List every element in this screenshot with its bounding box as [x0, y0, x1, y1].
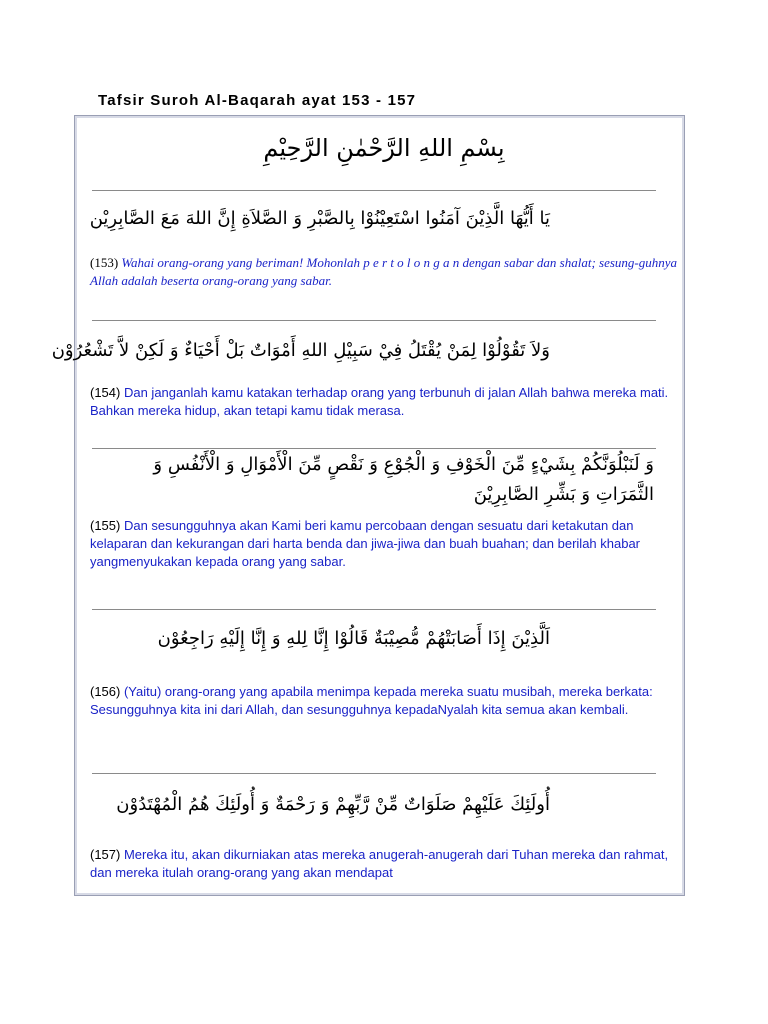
verse-156-translation: [90, 683, 680, 719]
verse-number: (153): [90, 255, 119, 270]
verse-number: (154): [90, 385, 121, 400]
verse-154-arabic: وَلاَ تَقُوْلُوْا لِمَنْ يُقْتَلُ فِيْ سَبِيْلِ اللهِ أَمْوَاتٌ بَلْ أَحْيَاءٌ وَ لَكِنْ لاَّ تَشْعُرُوْن: [51, 340, 550, 361]
verse-153-arabic: يَا أَيُّهَا الَّذِيْنَ آمَنُوا اسْتَعِيْنُوْا بِالصَّبْرِ وَ الصَّلاَةِ إِنَّ اللهَ مَعَ الصَّابِرِيْن: [89, 208, 550, 229]
verse-155-arabic: وَ لَنَبْلُوَنَّكُمْ بِشَيْءٍ مِّنَ الْخَوْفِ وَ الْجُوْعِ وَ نَقْصٍ مِّنَ الْأَمْوَالِ وَ الْأَنْفُسِ وَ الثَّمَرَاتِ وَ بَشِّرِ الصَّابِرِيْنَ: [153, 454, 654, 505]
divider: [92, 609, 656, 610]
basmala-heading: بِسْمِ اللهِ الرَّحْمٰنِ الرَّحِيْمِ: [263, 134, 505, 162]
translation-text: Wahai orang-orang yang beriman! Mohonlah p e r t o l o n g a n dengan sabar dan shalat; sesung-guhnya Allah adalah beserta orang-orang yang sabar.: [90, 255, 678, 288]
verse-153-translation: [90, 254, 680, 290]
verse-number: (157): [90, 847, 121, 862]
divider: [92, 190, 656, 191]
divider: [92, 320, 656, 321]
page-title: Tafsir Suroh Al-Baqarah ayat 153 - 157: [98, 92, 417, 109]
translation-text: Dan janganlah kamu katakan terhadap orang yang terbunuh di jalan Allah bahwa mereka mati. Bahkan mereka hidup, akan tetapi kamu tidak merasa.: [90, 385, 669, 418]
verse-number: (156): [90, 684, 121, 699]
verse-157-arabic: أُولَئِكَ عَلَيْهِمْ صَلَوَاتٌ مِّنْ رَّبِّهِمْ وَ رَحْمَةٌ وَ أُولَئِكَ هُمُ الْمُهْتَدُوْن: [116, 794, 550, 815]
translation-text: (Yaitu) orang-orang yang apabila menimpa kepada mereka suatu musibah, mereka berkata: Sesungguhnya kita ini dari Allah, dan sesungguhnya kepadaNyalah kita semua akan kembali.: [90, 684, 653, 717]
divider: [92, 773, 656, 774]
verse-156-arabic: اَلَّذِيْنَ إِذَا أَصَابَتْهُمْ مُّصِيْبَةٌ قَالُوْا إِنَّا لِلهِ وَ إِنَّا إِلَيْهِ رَاجِعُوْن: [157, 628, 550, 649]
verse-154-translation: [90, 384, 680, 420]
verse-155-translation: [90, 517, 680, 571]
verse-157-translation: [90, 846, 680, 882]
divider: [92, 448, 656, 449]
translation-text: Mereka itu, akan dikurniakan atas mereka anugerah-anugerah dari Tuhan mereka dan rahmat, dan mereka itulah orang-orang yang akan mendapat: [90, 847, 669, 880]
verse-number: (155): [90, 518, 121, 533]
translation-text: Dan sesungguhnya akan Kami beri kamu percobaan dengan sesuatu dari ketakutan dan kelaparan dan kekurangan dari harta benda dan jiwa-jiwa dan buah buahan; dan berilah khabar yangmenyukakan kepada orang yang sabar.: [90, 518, 641, 569]
